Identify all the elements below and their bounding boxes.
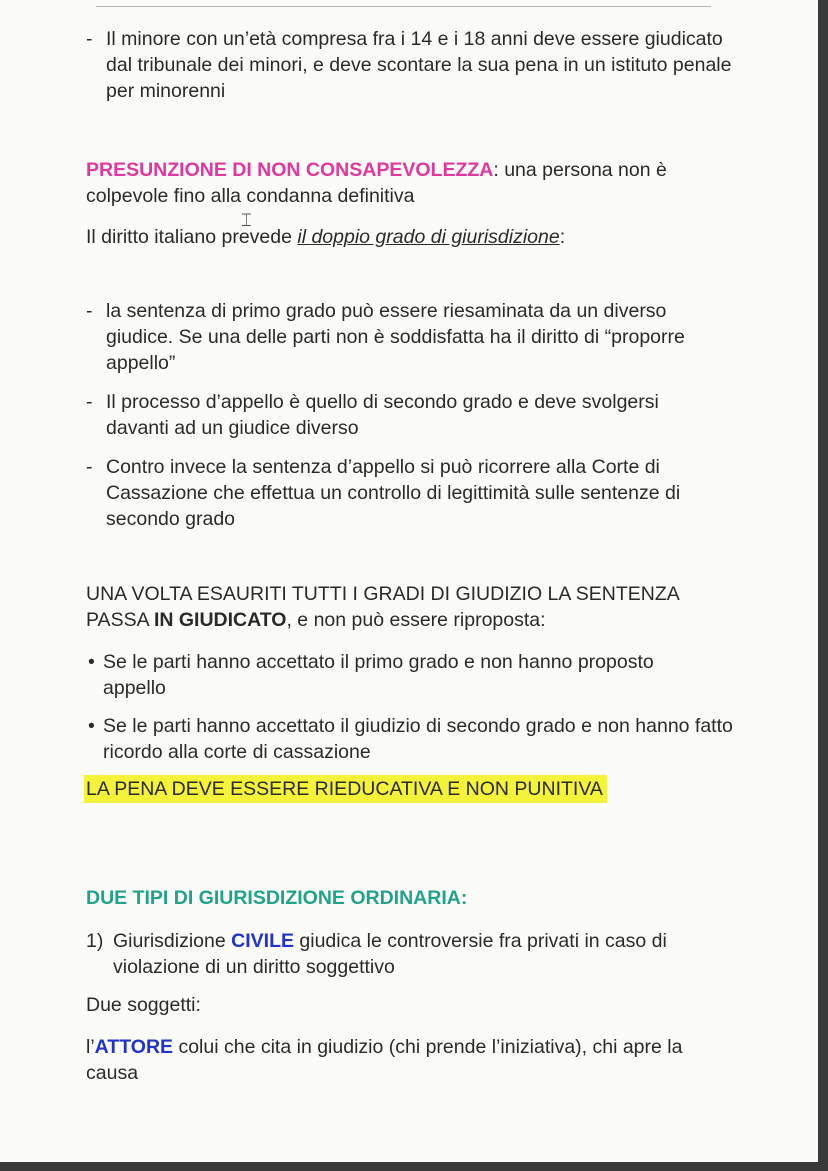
text-cursor-icon: ⌶ <box>241 210 252 230</box>
actor-text: colui che cita in giudizio (chi prende l’iniziativa), chi apre la causa <box>86 1036 683 1084</box>
bullet-text: Se le parti hanno accettato il primo grado e non hanno proposto appello <box>103 651 654 699</box>
jurisdiction-item-suffix: giudica le controversie fra privati in caso di violazione di un diritto soggettivo <box>113 930 667 978</box>
double-degree-intro-text: Il diritto italiano prevede <box>86 226 298 248</box>
judgment-line-2-prefix: PASSA <box>86 609 154 631</box>
judgment-line-1: UNA VOLTA ESAURITI TUTTI I GRADI DI GIUDIZIO LA SENTENZA <box>86 583 680 605</box>
list-item-minors <box>86 26 736 104</box>
double-degree-intro <box>86 224 726 250</box>
list-item-text: Il processo d’appello è quello di secondo grado e deve svolgersi davanti ad un giudice diverso <box>106 391 659 439</box>
bullet-marker: • <box>88 651 95 673</box>
actor-prefix: l’ <box>86 1036 95 1058</box>
jurisdiction-item-prefix: Giurisdizione <box>113 930 232 952</box>
subjects-label: Due soggetti: <box>86 994 201 1016</box>
list-item-cassation <box>86 454 726 532</box>
jurisdiction-civile: CIVILE <box>231 930 294 952</box>
bullet-text: Se le parti hanno accettato il giudizio di secondo grado e non hanno fatto ricordo alla corte di cassazione <box>103 715 733 763</box>
bullet-marker: • <box>88 715 95 737</box>
list-item-first-degree <box>86 298 736 376</box>
page-edge-right <box>818 0 828 1171</box>
highlight-line <box>84 776 607 802</box>
jurisdiction-item-number: 1) <box>86 930 104 952</box>
presumption-paragraph <box>86 157 716 209</box>
jurisdiction-item <box>86 928 716 980</box>
bullet-item-second-degree <box>86 713 741 765</box>
page-edge-bottom <box>0 1162 828 1171</box>
double-degree-suffix: : <box>559 226 566 248</box>
list-item-text: la sentenza di primo grado può essere riesaminata da un diverso giudice. Se una delle parti non è soddisfatta ha il diritto di “proporre appello” <box>106 300 685 374</box>
list-item-text: Contro invece la sentenza d’appello si può ricorrere alla Corte di Cassazione che effettua un controllo di legittimità sulle sentenze di secondo grado <box>106 456 681 530</box>
dash-marker: - <box>86 300 93 322</box>
list-item-appeal <box>86 389 706 441</box>
bullet-item-first-degree <box>86 649 716 701</box>
dash-marker: - <box>86 391 93 413</box>
jurisdiction-heading: DUE TIPI DI GIURISDIZIONE ORDINARIA: <box>86 887 468 909</box>
judgment-line-2-suffix: , e non può essere riproposta: <box>286 609 546 631</box>
judgment-line-2 <box>86 607 736 633</box>
actor-paragraph <box>86 1034 726 1086</box>
actor-term: ATTORE <box>94 1036 174 1058</box>
dash-marker: - <box>86 28 93 50</box>
presumption-text: : una persona non è colpevole fino alla condanna definitiva <box>86 159 667 207</box>
top-rule <box>96 6 711 7</box>
judgment-in-giudicato: IN GIUDICATO <box>153 609 287 631</box>
list-item-text: Il minore con un’età compresa fra i 14 e i 18 anni deve essere giudicato dal tribunale dei minori, e deve scontare la sua pena in un istituto penale per minorenni <box>106 28 732 102</box>
jurisdiction-item-body <box>113 928 716 980</box>
highlighted-text: LA PENA DEVE ESSERE RIEDUCATIVA E NON PUNITIVA <box>84 775 607 803</box>
dash-marker: - <box>86 456 93 478</box>
presumption-heading: PRESUNZIONE DI NON CONSAPEVOLEZZA <box>86 159 494 181</box>
double-degree-emphasis: il doppio grado di giurisdizione <box>297 226 560 248</box>
